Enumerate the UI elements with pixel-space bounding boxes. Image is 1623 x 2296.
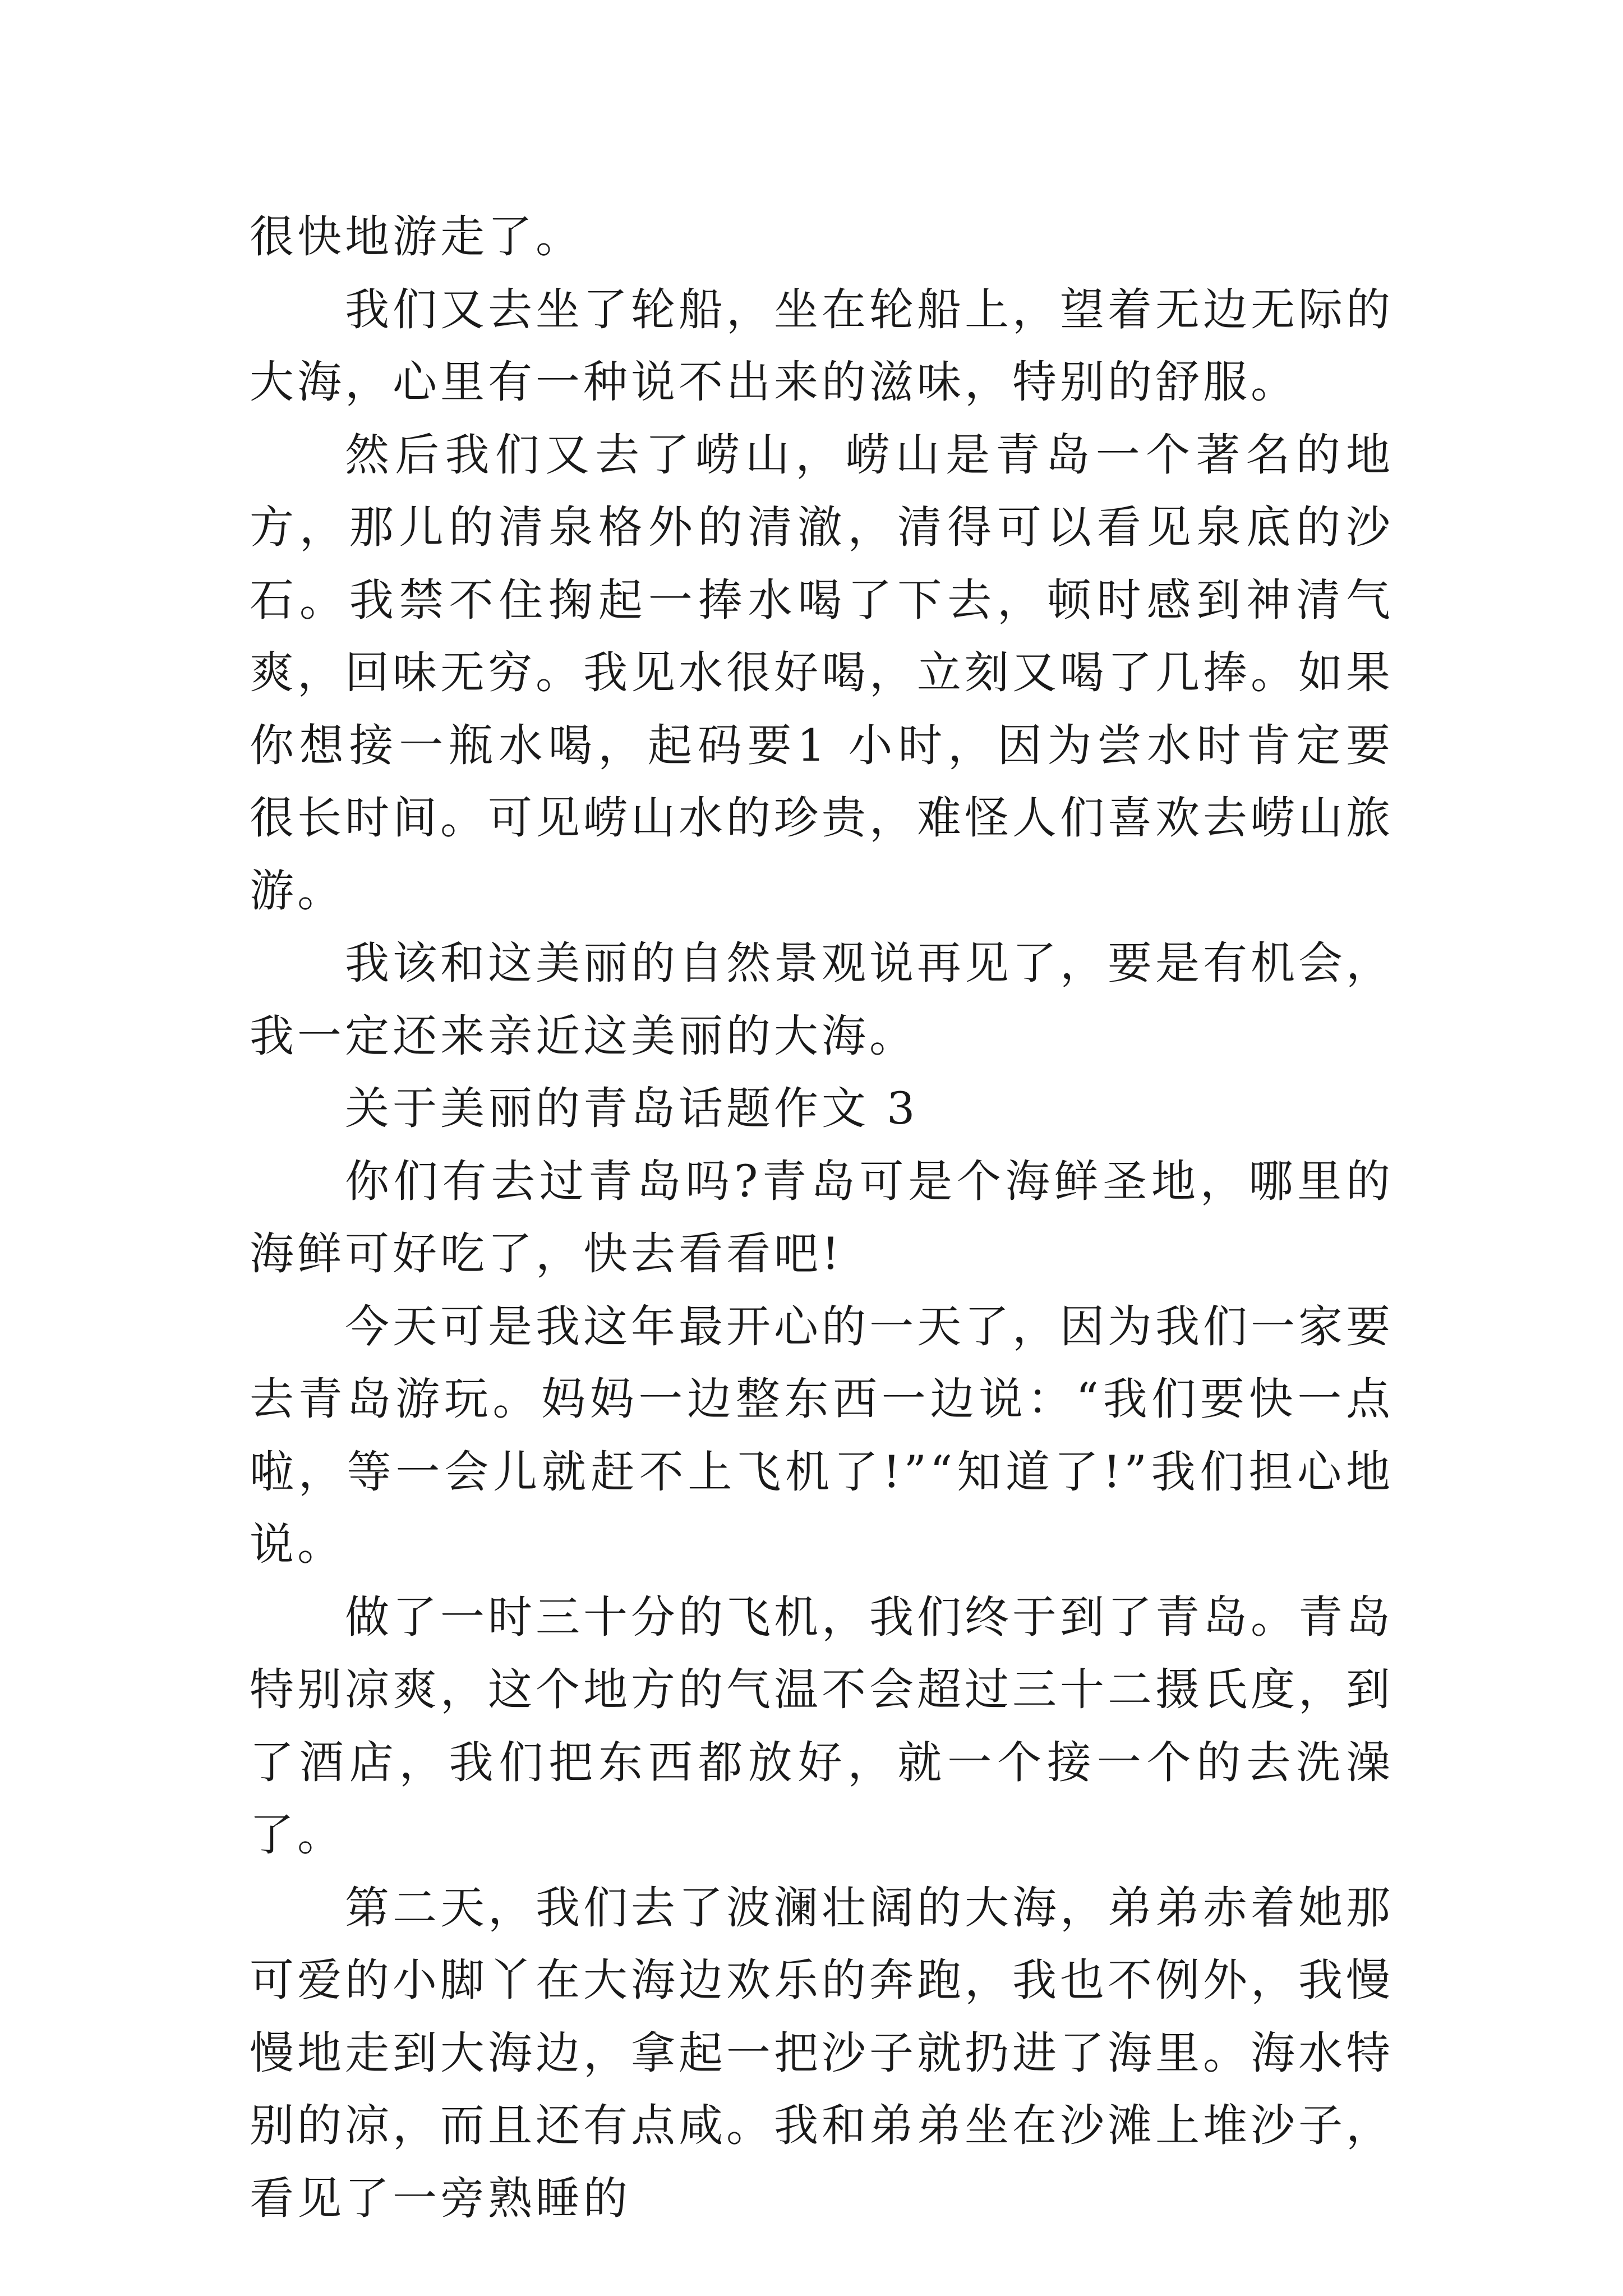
section-heading: 关于美丽的青岛话题作文 3	[345, 1083, 919, 1134]
paragraph-2: 我们又去坐了轮船，坐在轮船上，望着无边无际的大海，心里有一种说不出来的滋味，特别的舒服。	[250, 283, 1394, 408]
paragraph-4: 我该和这美丽的自然景观说再见了，要是有机会，我一定还来亲近这美丽的大海。	[250, 937, 1394, 1062]
paragraph-1: 很快地游走了。	[250, 211, 583, 263]
paragraph-7: 做了一时三十分的飞机，我们终于到了青岛。青岛特别凉爽，这个地方的气温不会超过三十二摄氏度，到了酒店，我们把东西都放好，就一个接一个的去洗澡了。	[250, 1591, 1394, 1861]
paragraph-6: 今天可是我这年最开心的一天了，因为我们一家要去青岛游玩。妈妈一边整东西一边说：“我们要快一点啦，等一会儿就赶不上飞机了!”“知道了!”我们担心地说。	[250, 1300, 1394, 1570]
body-text	[250, 201, 1394, 2235]
paragraph-5: 你们有去过青岛吗?青岛可是个海鲜圣地，哪里的海鲜可好吃了，快去看看吧!	[250, 1155, 1394, 1280]
paragraph-3: 然后我们又去了崂山，崂山是青岛一个著名的地方，那儿的清泉格外的清澈，清得可以看见泉底的沙石。我禁不住掬起一捧水喝了下去，顿时感到神清气爽，回味无穷。我见水很好喝，立刻又喝了几捧。如果你想接一瓶水喝，起码要1 小时，因为尝水时肯定要很长时间。可见崂山水的珍贵，难怪人们喜欢去崂山旅游。	[250, 429, 1394, 917]
paragraph-8: 第二天，我们去了波澜壮阔的大海，弟弟赤着她那可爱的小脚丫在大海边欢乐的奔跑，我也不例外，我慢慢地走到大海边，拿起一把沙子就扔进了海里。海水特别的凉，而且还有点咸。我和弟弟坐在沙滩上堆沙子，看见了一旁熟睡的	[250, 1881, 1394, 2224]
